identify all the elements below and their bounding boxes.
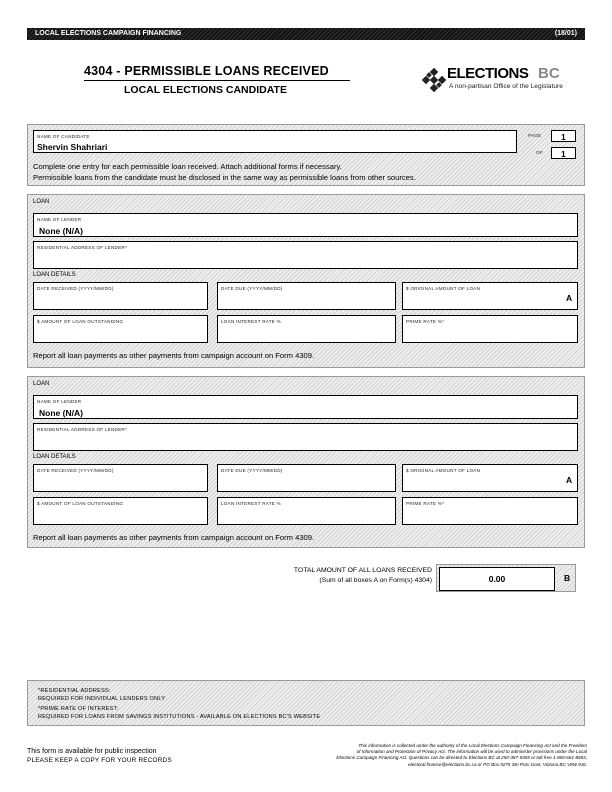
keep-copy-note: PLEASE KEEP A COPY FOR YOUR RECORDS	[27, 757, 172, 764]
original-amount-label: $ ORIGINAL AMOUNT OF LOAN	[406, 286, 481, 291]
date-due-field[interactable]	[217, 282, 396, 310]
original-amount-field[interactable]	[402, 464, 578, 492]
elections-bc-logo	[421, 64, 591, 94]
interest-rate-label: LOAN INTEREST RATE %	[221, 501, 281, 506]
date-due-field[interactable]	[217, 464, 396, 492]
lender-address-field[interactable]	[33, 423, 578, 451]
logo-suffix: BC	[538, 65, 560, 82]
total-label-line-2: (Sum of all boxes A on Form(s) 4304)	[319, 576, 432, 584]
header-form-series: LOCAL ELECTIONS CAMPAIGN FINANCING	[35, 30, 182, 37]
box-a-marker: A	[566, 475, 573, 485]
page-total-value: 1	[561, 149, 566, 159]
logo-mark-icon	[421, 67, 447, 93]
page-number-value: 1	[561, 132, 566, 142]
privacy-line-1: This information is collected under the authority of the Local Elections Campaign Financing Act and the Freedom	[358, 743, 587, 748]
date-received-field[interactable]	[33, 464, 208, 492]
form-subtitle: LOCAL ELECTIONS CANDIDATE	[124, 84, 287, 96]
amount-outstanding-label: $ AMOUNT OF LOAN OUTSTANDING	[37, 501, 124, 506]
lender-name-label: NAME OF LENDER	[37, 217, 82, 222]
loan-section-2	[27, 376, 585, 548]
total-label	[200, 566, 432, 585]
candidate-section	[27, 124, 585, 186]
prime-rate-label: PRIME RATE %*	[406, 501, 445, 506]
privacy-line-3: Elections Campaign Financing Act. Questions can be directed to Elections BC at 250-387-5305 or toll-free 1-800-661-8683,	[336, 755, 587, 761]
loan-details-label: LOAN DETAILS	[33, 272, 76, 278]
report-note: Report all loan payments as other payments from campaign account on Form 4309.	[33, 533, 315, 542]
residential-address-note-title: *RESIDENTIAL ADDRESS:	[38, 688, 111, 694]
original-amount-label: $ ORIGINAL AMOUNT OF LOAN	[406, 468, 481, 473]
public-inspection-note: This form is available for public inspection	[27, 748, 157, 755]
loan-details-label: LOAN DETAILS	[33, 454, 76, 460]
box-b-marker: B	[564, 573, 571, 583]
amount-outstanding-field[interactable]	[33, 315, 208, 343]
logo-tagline: A non-partisan Office of the Legislature	[449, 83, 563, 90]
lender-name-field[interactable]	[33, 213, 578, 237]
lender-address-field[interactable]	[33, 241, 578, 269]
notes-section	[27, 680, 585, 726]
amount-outstanding-field[interactable]	[33, 497, 208, 525]
prime-rate-field[interactable]	[402, 497, 578, 525]
header-revision: (18/01)	[554, 30, 577, 37]
prime-rate-label: PRIME RATE %*	[406, 319, 445, 324]
date-due-label: DATE DUE (YYYY/MM/DD)	[221, 468, 283, 473]
candidate-name-field[interactable]	[33, 130, 517, 153]
total-section	[436, 564, 576, 592]
logo-wordmark: ELECTIONS	[447, 65, 529, 82]
total-amount-value: 0.00	[488, 574, 506, 584]
interest-rate-field[interactable]	[217, 315, 396, 343]
date-due-label: DATE DUE (YYYY/MM/DD)	[221, 286, 283, 291]
footer-left	[27, 747, 172, 765]
privacy-line-2: of Information and Protection of Privacy Act. The information will be used to administer provisions under the Local	[356, 749, 587, 755]
lender-name-value: None (N/A)	[39, 226, 83, 236]
prime-rate-note-title: *PRIME RATE OF INTEREST:	[38, 706, 119, 712]
total-label-line-1: TOTAL AMOUNT OF ALL LOANS RECEIVED	[293, 567, 432, 574]
page-number-field[interactable]	[551, 130, 576, 142]
residential-address-note	[38, 688, 165, 703]
title-rule	[84, 80, 350, 81]
lender-name-field[interactable]	[33, 395, 578, 419]
total-amount-field[interactable]	[439, 567, 555, 591]
loan-section-label: LOAN	[33, 199, 50, 205]
candidate-name-label: NAME OF CANDIDATE	[37, 134, 90, 139]
privacy-notice	[300, 743, 587, 768]
loan-section-label: LOAN	[33, 381, 50, 387]
interest-rate-field[interactable]	[217, 497, 396, 525]
lender-address-label: RESIDENTIAL ADDRESS OF LENDER*	[37, 245, 128, 250]
candidate-name-value: Shervin Shahriari	[37, 142, 108, 152]
report-note: Report all loan payments as other payments from campaign account on Form 4309.	[33, 351, 315, 360]
prime-rate-note-text: REQUIRED FOR LOANS FROM SAVINGS INSTITUTIONS - AVAILABLE ON ELECTIONS BC'S WEBSITE	[38, 713, 321, 720]
original-amount-field[interactable]	[402, 282, 578, 310]
lender-address-label: RESIDENTIAL ADDRESS OF LENDER*	[37, 427, 128, 432]
amount-outstanding-label: $ AMOUNT OF LOAN OUTSTANDING	[37, 319, 124, 324]
date-received-label: DATE RECEIVED (YYYY/MM/DD)	[37, 468, 114, 473]
lender-name-value: None (N/A)	[39, 408, 83, 418]
box-a-marker: A	[566, 293, 573, 303]
prime-rate-field[interactable]	[402, 315, 578, 343]
date-received-label: DATE RECEIVED (YYYY/MM/DD)	[37, 286, 114, 291]
form-title: 4304 - PERMISSIBLE LOANS RECEIVED	[84, 64, 329, 78]
page-total-field[interactable]	[551, 147, 576, 159]
privacy-line-4: electoral.finance@elections.bc.ca or PO Box 9275 Stn Prov Govt, Victoria BC V8W 9J6.	[408, 761, 587, 767]
instruction-line-2: Permissible loans from the candidate must be disclosed in the same way as permissible loans from other sources.	[33, 173, 416, 182]
instruction-line-1: Complete one entry for each permissible loan received. Attach additional forms if necessary.	[33, 162, 342, 171]
header-bar	[27, 28, 585, 40]
interest-rate-label: LOAN INTEREST RATE %	[221, 319, 281, 324]
page-label: PAGE	[528, 133, 542, 138]
prime-rate-note	[38, 706, 320, 721]
loan-section-1	[27, 194, 585, 368]
of-label: OF	[536, 150, 543, 155]
date-received-field[interactable]	[33, 282, 208, 310]
lender-name-label: NAME OF LENDER	[37, 399, 82, 404]
residential-address-note-text: REQUIRED FOR INDIVIDUAL LENDERS ONLY	[38, 695, 166, 702]
